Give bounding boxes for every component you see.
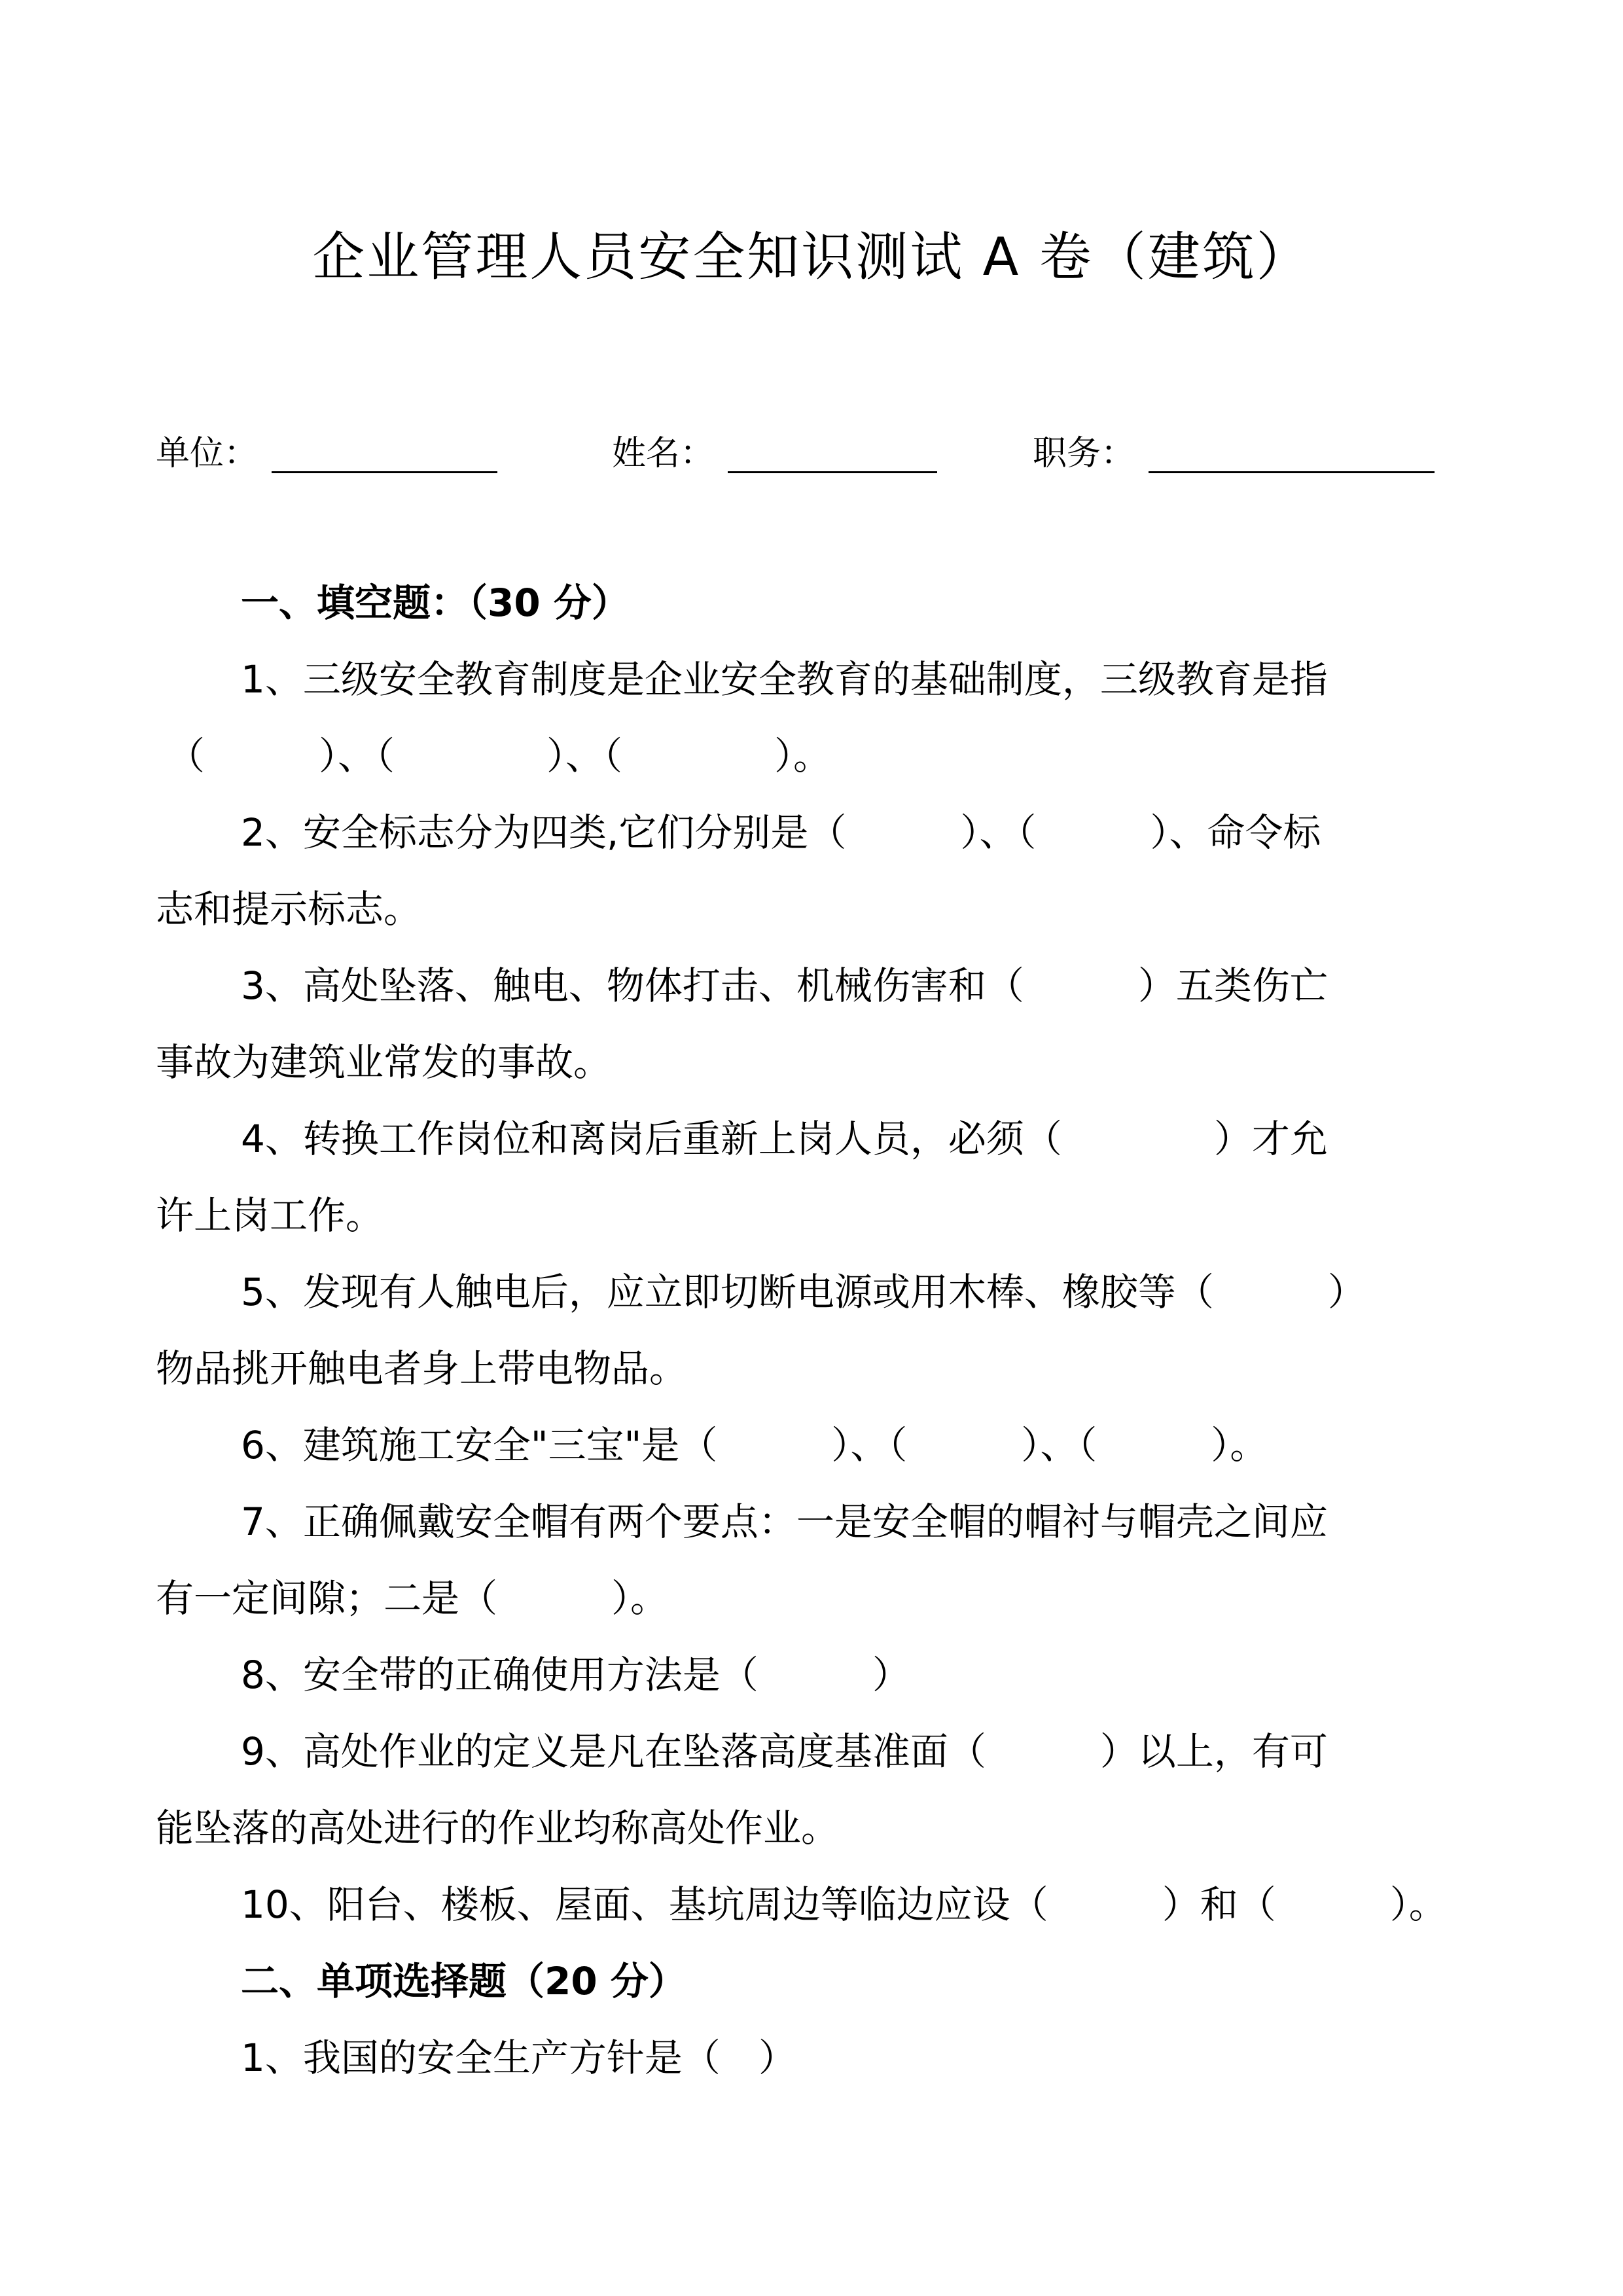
page-title: 企业管理人员安全知识测试 A 卷（建筑）: [312, 226, 1311, 287]
unit-label: 单位：: [156, 434, 259, 473]
name-label: 姓名：: [612, 434, 715, 473]
position-label: 职务：: [1033, 434, 1135, 473]
unit-field[interactable]: [272, 471, 497, 473]
info-row: [0, 424, 1623, 483]
position-field[interactable]: [1149, 471, 1435, 473]
name-field[interactable]: [728, 471, 937, 473]
